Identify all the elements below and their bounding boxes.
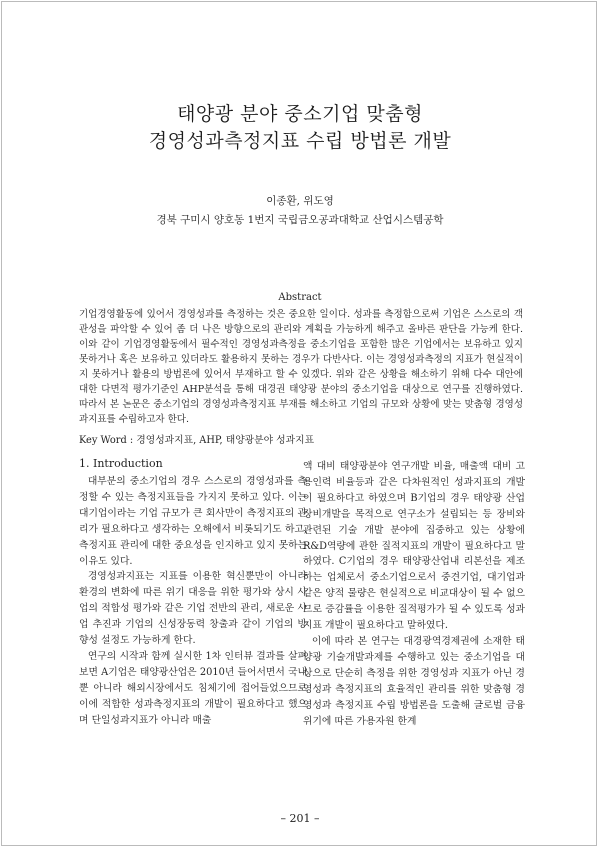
authors: 이종환, 위도영 xyxy=(266,195,334,207)
affiliation: 경북 구미시 양호동 1번지 국립금오공과대학교 산업시스템공학 xyxy=(156,214,444,226)
abstract-heading: Abstract xyxy=(278,292,322,303)
right-column xyxy=(303,459,525,729)
paper-title-line2: 경영성과측정지표 수립 방법론 개발 xyxy=(148,130,452,152)
paragraph: 경영성과지표는 지표를 이용한 혁신뿐만이 아니라 환경의 변화에 따른 위기 대응을 위한 평가와 상시 사업의 적합성 평가와 같은 기업 전반의 관리, 새로운 사업 추진과 기업의 신성장동력 창출과 같이 기업의 방향성 설정도 가능하게 한다. xyxy=(79,571,307,647)
section-heading: 1. Introduction xyxy=(79,457,163,470)
paragraph: 이에 따라 본 연구는 대경광역경제권에 소재한 태양광 기술개발과제를 수행하고 있는 중소기업을 대상으로 단순히 측정을 위한 경영성과 지표가 아닌 경영성과 측정지표의 효율적인 관리를 위한 맞춤형 경영성과 측정지표 수립 방법론을 도출해 글로벌 금융위기에 따른 가용자원 한계 xyxy=(303,635,525,727)
paragraph: 대부분의 중소기업의 경우 스스로의 경영성과를 측정할 수 있는 측정지표들을 가지지 못하고 있다. 이는 대기업이라는 기업 규모가 큰 회사만이 측정지표의 관리가 필요하다고 생각하는 오해에서 비롯되기도 하고, 측정지표 관리에 대한 중요성을 인지하고 있지 못하는 이유도 있다. xyxy=(79,476,307,567)
abstract-body: 기업경영활동에 있어서 경영성과를 측정하는 것은 중요한 일이다. 성과를 측정함으로써 기업은 스스로의 객관성을 파악할 수 있어 좀 더 나은 방향으로의 관리와 계획을 가능하게 해주고 올바른 판단을 가능케 한다. 이와 같이 기업경영활동에서 필수적인 경영성과측정을 중소기업을 포함한 많은 기업에서는 보유하고 있지 못하거나 혹은 보유하고 있더라도 활용하지 못하는 경우가 다반사다. 이는 경영성과측정의 지표가 현실적이지 못하거나 활용의 방법론에 있어서 부재하고 할 수 있겠다. 위와 같은 상황을 해소하기 위해 다수 대안에 대한 다면적 평가기준인 AHP분석을 통해 대경권 태양광 분야의 중소기업을 대상으로 연구를 진행하였다. 따라서 본 논문은 중소기업의 경영성과측정지표 부재를 해소하고 기업의 규모와 상황에 맞는 맞춤형 경영성과지표를 수립하고자 한다. xyxy=(79,309,523,425)
left-column xyxy=(79,474,307,729)
paragraph: 액 대비 태양광분야 연구개발 비율, 매출액 대비 고용인력 비율등과 같은 다차원적인 성과지표의 개발이 필요하다고 하였으며 B기업의 경우 태양광 산업 장비개발을 목적으로 연구소가 설립되는 등 장비와 관련된 기술 개발 분야에 집중하고 있는 상황에 R&D역량에 관한 질적지표의 개발이 필요하다고 말하였다. C기업의 경우 태양광산업내 리본선을 제조하는 업체로서 중소기업으로서 중견기업, 대기업과 같은 양적 물량은 현실적으로 비교대상이 될 수 없으므로 증감률을 이용한 질적평가가 될 수 있도록 성과지표 개발이 필요하다고 말하였다. xyxy=(303,461,525,632)
paper-title-line1: 태양광 분야 중소기업 맞춤형 xyxy=(177,103,423,125)
paragraph: 연구의 시작과 함께 실시한 1차 인터뷰 결과를 살펴보면 A기업은 태양광산업은 2010년 들어서면서 국내뿐 아니라 해외시장에서도 침체기에 접어들었으므로 이에 적합한 성과측정지표의 개발이 필요하다고 했으며 단일성과지표가 아니라 매출 xyxy=(79,650,307,726)
keywords: Key Word : 경영성과지표, AHP, 태양광분야 성과지표 xyxy=(79,435,315,446)
page-number: – 201 – xyxy=(280,812,320,825)
